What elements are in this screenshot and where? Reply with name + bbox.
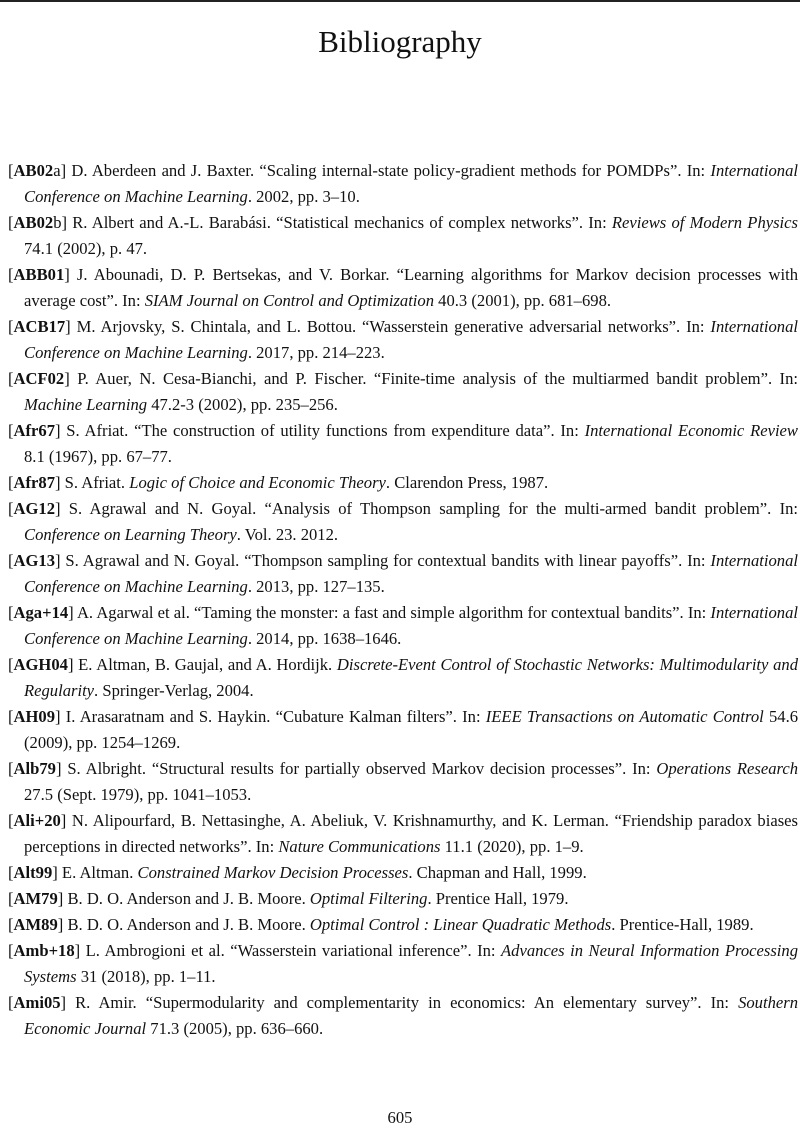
reference-text: S. Agrawal and N. Goyal. “Thompson sampling for contextual bandits with linear payoffs”. In: xyxy=(60,551,711,570)
reference-text: E. Altman, B. Gaujal, and A. Hordijk. xyxy=(73,655,337,674)
reference-venue: Operations Research xyxy=(656,759,799,778)
bib-entry xyxy=(8,314,798,366)
reference-details: 47.2-3 (2002), pp. 235–256. xyxy=(147,395,338,414)
citation-key: [Afr87] xyxy=(8,473,61,492)
reference-text: S. Agrawal and N. Goyal. “Analysis of Thompson sampling for the multi-armed bandit problem”. In: xyxy=(60,499,798,518)
bib-entry xyxy=(8,704,798,756)
citation-key-label: Ali+20 xyxy=(13,811,61,830)
citation-key: [AM89] xyxy=(8,915,64,934)
reference-details: . 2017, pp. 214–223. xyxy=(247,343,385,362)
bib-entry xyxy=(8,496,798,548)
citation-key: [AB02a] xyxy=(8,161,67,180)
citation-key-label: AG13 xyxy=(13,551,56,570)
citation-key-suffix: a xyxy=(53,161,61,180)
reference-details: 8.1 (1967), pp. 67–77. xyxy=(24,447,172,466)
reference-venue: Constrained Markov Decision Processes xyxy=(137,863,409,882)
reference-details: . 2014, pp. 1638–1646. xyxy=(247,629,402,648)
top-rule xyxy=(0,0,800,2)
reference-details: . Springer-Verlag, 2004. xyxy=(94,681,254,700)
citation-key-label: AH09 xyxy=(13,707,56,726)
reference-details: 27.5 (Sept. 1979), pp. 1041–1053. xyxy=(24,785,252,804)
citation-key: [ACB17] xyxy=(8,317,71,336)
bib-entry xyxy=(8,860,798,886)
reference-venue: IEEE Transactions on Automatic Control xyxy=(485,707,764,726)
bib-entry xyxy=(8,470,798,496)
citation-key-label: Afr87 xyxy=(13,473,55,492)
citation-key-label: AGH04 xyxy=(13,655,68,674)
reference-venue: International Conference on Machine Learning xyxy=(24,317,798,362)
reference-details: 11.1 (2020), pp. 1–9. xyxy=(440,837,584,856)
citation-key-label: Alb79 xyxy=(13,759,56,778)
reference-text: J. Abounadi, D. P. Bertsekas, and V. Borkar. “Learning algorithms for Markov decision processes with average cost”. In: xyxy=(24,265,798,310)
citation-key-label: AM79 xyxy=(13,889,58,908)
reference-text: R. Albert and A.-L. Barabási. “Statistical mechanics of complex networks”. In: xyxy=(67,213,612,232)
reference-text: P. Auer, N. Cesa-Bianchi, and P. Fischer. “Finite-time analysis of the multiarmed bandit problem”. In: xyxy=(69,369,798,388)
reference-venue: Optimal Control : Linear Quadratic Methods xyxy=(309,915,612,934)
reference-text: S. Afriat. “The construction of utility functions from expenditure data”. In: xyxy=(60,421,585,440)
reference-venue: International Economic Review xyxy=(584,421,798,440)
citation-key-label: ACF02 xyxy=(13,369,65,388)
citation-key-label: AB02 xyxy=(13,161,54,180)
reference-venue: International Conference on Machine Learning xyxy=(24,551,798,596)
reference-venue: Nature Communications xyxy=(278,837,441,856)
citation-key-label: AM89 xyxy=(13,915,58,934)
reference-venue: Southern Economic Journal xyxy=(24,993,798,1038)
citation-key: [AM79] xyxy=(8,889,64,908)
page-title: Bibliography xyxy=(318,24,482,59)
reference-venue: Discrete-Event Control of Stochastic Networks: Multimodularity and Regularity xyxy=(24,655,798,700)
bibliography-list xyxy=(8,158,798,1042)
reference-venue: International Conference on Machine Learning xyxy=(24,161,798,206)
citation-key: [AB02b] xyxy=(8,213,68,232)
bib-entry xyxy=(8,808,798,860)
reference-details: 31 (2018), pp. 1–11. xyxy=(76,967,216,986)
reference-details: . Chapman and Hall, 1999. xyxy=(408,863,587,882)
bib-entry xyxy=(8,652,798,704)
citation-key-label: ACB17 xyxy=(13,317,66,336)
reference-details: 54.6 (2009), pp. 1254–1269. xyxy=(24,707,799,752)
bib-entry xyxy=(8,366,798,418)
citation-key-label: AB02 xyxy=(13,213,54,232)
citation-key: [Ali+20] xyxy=(8,811,67,830)
reference-venue: Machine Learning xyxy=(24,395,148,414)
citation-key: [ABB01] xyxy=(8,265,70,284)
reference-details: . 2002, pp. 3–10. xyxy=(247,187,360,206)
reference-text: R. Amir. “Supermodularity and complementarity in economics: An elementary survey”. In: xyxy=(66,993,739,1012)
page-number: 605 xyxy=(387,1108,413,1127)
reference-text: L. Ambrogioni et al. “Wasserstein variational inference”. In: xyxy=(80,941,502,960)
bib-entry xyxy=(8,886,798,912)
reference-venue: Reviews of Modern Physics xyxy=(611,213,798,232)
bib-entry xyxy=(8,262,798,314)
bib-entry xyxy=(8,912,798,938)
reference-text: N. Alipourfard, B. Nettasinghe, A. Abeliuk, V. Krishnamurthy, and K. Lerman. “Friendship paradox biases perceptions in directed networks”. In: xyxy=(24,811,798,856)
reference-details: . Prentice Hall, 1979. xyxy=(427,889,569,908)
reference-details: 40.3 (2001), pp. 681–698. xyxy=(434,291,612,310)
citation-key: [Alt99] xyxy=(8,863,58,882)
reference-venue: International Conference on Machine Learning xyxy=(24,603,798,648)
bib-entry xyxy=(8,548,798,600)
citation-key: [AG12] xyxy=(8,499,61,518)
citation-key-label: Ami05 xyxy=(13,993,61,1012)
reference-text: B. D. O. Anderson and J. B. Moore. xyxy=(63,915,310,934)
citation-key: [AG13] xyxy=(8,551,61,570)
bib-entry xyxy=(8,756,798,808)
reference-venue: SIAM Journal on Control and Optimization xyxy=(144,291,435,310)
reference-details: 71.3 (2005), pp. 636–660. xyxy=(146,1019,324,1038)
reference-text: B. D. O. Anderson and J. B. Moore. xyxy=(63,889,310,908)
bib-entry xyxy=(8,990,798,1042)
reference-venue: Conference on Learning Theory xyxy=(24,525,237,544)
reference-text: E. Altman. xyxy=(57,863,138,882)
citation-key-label: Amb+18 xyxy=(13,941,75,960)
bib-entry xyxy=(8,600,798,652)
reference-venue: Advances in Neural Information Processing Systems xyxy=(24,941,798,986)
reference-text: A. Agarwal et al. “Taming the monster: a fast and simple algorithm for contextual bandits”. In: xyxy=(73,603,711,622)
reference-text: I. Arasaratnam and S. Haykin. “Cubature Kalman filters”. In: xyxy=(60,707,486,726)
citation-key: [Amb+18] xyxy=(8,941,81,960)
reference-text: S. Albright. “Structural results for partially observed Markov decision processes”. In: xyxy=(61,759,657,778)
citation-key-label: Aga+14 xyxy=(13,603,69,622)
citation-key: [Alb79] xyxy=(8,759,62,778)
bib-entry xyxy=(8,158,798,210)
citation-key: [ACF02] xyxy=(8,369,70,388)
reference-venue: Logic of Choice and Economic Theory xyxy=(129,473,386,492)
citation-key-label: ABB01 xyxy=(13,265,65,284)
reference-details: . Prentice-Hall, 1989. xyxy=(611,915,754,934)
reference-details: . 2013, pp. 127–135. xyxy=(247,577,385,596)
citation-key: [Afr67] xyxy=(8,421,61,440)
reference-text: S. Afriat. xyxy=(60,473,130,492)
citation-key: [Aga+14] xyxy=(8,603,74,622)
citation-key-label: Alt99 xyxy=(13,863,53,882)
citation-key: [Ami05] xyxy=(8,993,67,1012)
reference-text: M. Arjovsky, S. Chintala, and L. Bottou. “Wasserstein generative adversarial networks”. In: xyxy=(70,317,711,336)
citation-key-label: Afr67 xyxy=(13,421,55,440)
citation-key: [AH09] xyxy=(8,707,61,726)
reference-venue: Optimal Filtering xyxy=(309,889,428,908)
citation-key-suffix: b xyxy=(53,213,62,232)
reference-details: . Clarendon Press, 1987. xyxy=(385,473,549,492)
citation-key-label: AG12 xyxy=(13,499,56,518)
reference-text: D. Aberdeen and J. Baxter. “Scaling internal-state policy-gradient methods for POMDPs”. In: xyxy=(66,161,711,180)
citation-key: [AGH04] xyxy=(8,655,74,674)
reference-details: 74.1 (2002), p. 47. xyxy=(24,239,148,258)
bib-entry xyxy=(8,418,798,470)
bib-entry xyxy=(8,210,798,262)
bib-entry xyxy=(8,938,798,990)
reference-details: . Vol. 23. 2012. xyxy=(236,525,339,544)
